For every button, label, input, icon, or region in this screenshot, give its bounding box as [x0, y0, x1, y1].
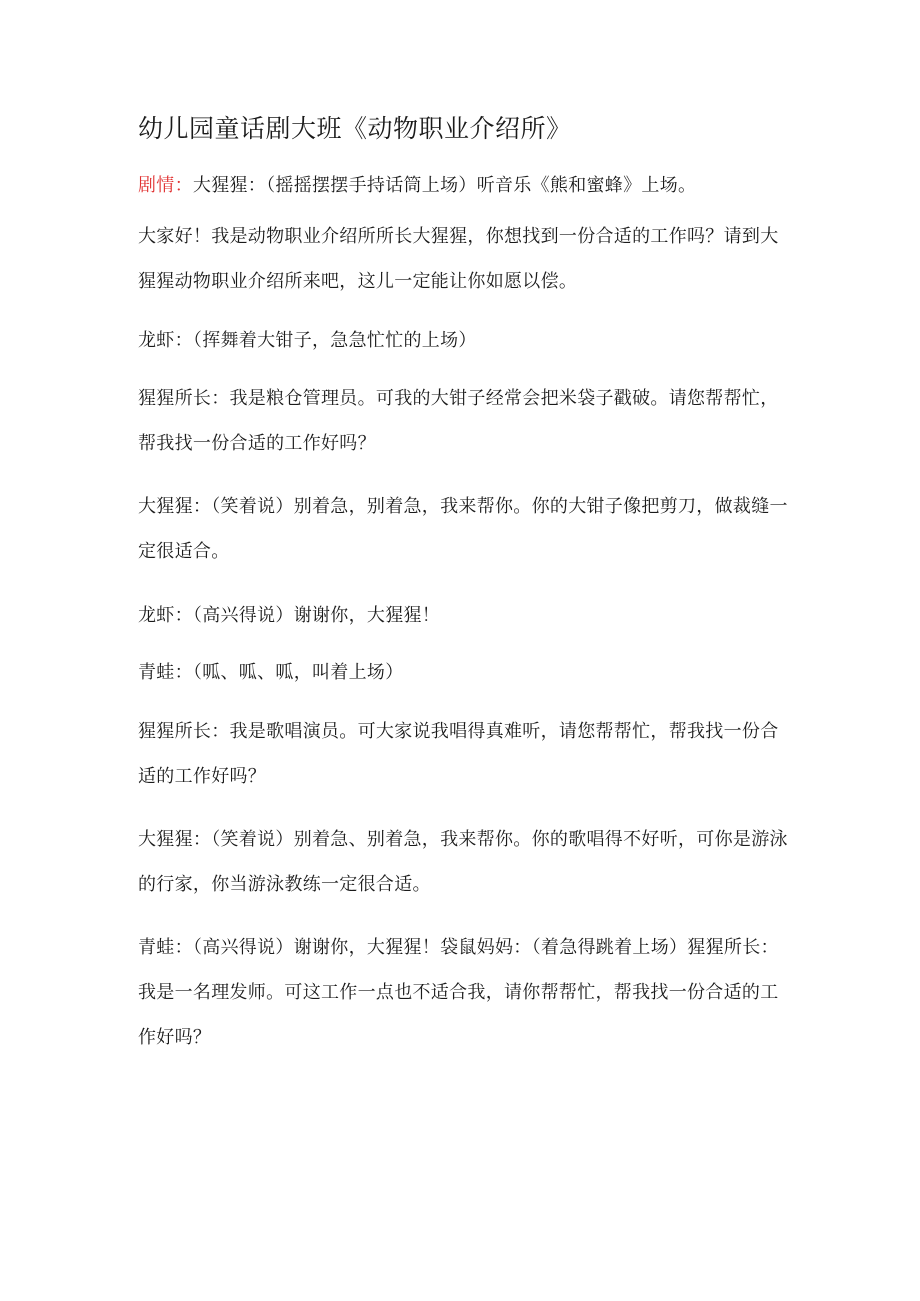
paragraph: 龙虾：（高兴得说）谢谢你，大猩猩！: [138, 605, 441, 626]
plot-line: [138, 163, 788, 208]
paragraph: 大猩猩：（笑着说）别着急，别着急，我来帮你。你的大钳子像把剪刀，做裁缝一定很适合。: [138, 496, 788, 562]
paragraph: 青蛙：（高兴得说）谢谢你，大猩猩！袋鼠妈妈：（着急得跳着上场）猩猩所长：我是一名理发师。可这工作一点也不适合我，请你帮帮忙，帮我找一份合适的工作好吗？: [138, 937, 779, 1048]
paragraph: 猩猩所长：我是粮仓管理员。可我的大钳子经常会把米袋子戳破。请您帮帮忙，帮我找一份合适的工作好吗？: [138, 388, 779, 454]
document-title: 幼儿园童话剧大班《动物职业介绍所》: [138, 114, 572, 143]
paragraph: 大猩猩：（笑着说）别着急、别着急，我来帮你。你的歌唱得不好听，可你是游泳的行家，你当游泳教练一定很合适。: [138, 829, 788, 895]
paragraph: 猩猩所长：我是歌唱演员。可大家说我唱得真难听，请您帮帮忙，帮我找一份合适的工作好吗？: [138, 721, 779, 787]
plot-label: 剧情：: [138, 175, 193, 196]
plot-text: 大猩猩：（摇摇摆摆手持话筒上场）听音乐《熊和蜜蜂》上场。: [192, 175, 697, 196]
paragraph: 大家好！我是动物职业介绍所所长大猩猩，你想找到一份合适的工作吗？请到大猩猩动物职业介绍所来吧，这儿一定能让你如愿以偿。: [138, 226, 779, 292]
paragraph: 青蛙：（呱、呱、呱，叫着上场）: [138, 662, 404, 683]
paragraph: 龙虾：（挥舞着大钳子，急急忙忙的上场）: [138, 330, 477, 351]
